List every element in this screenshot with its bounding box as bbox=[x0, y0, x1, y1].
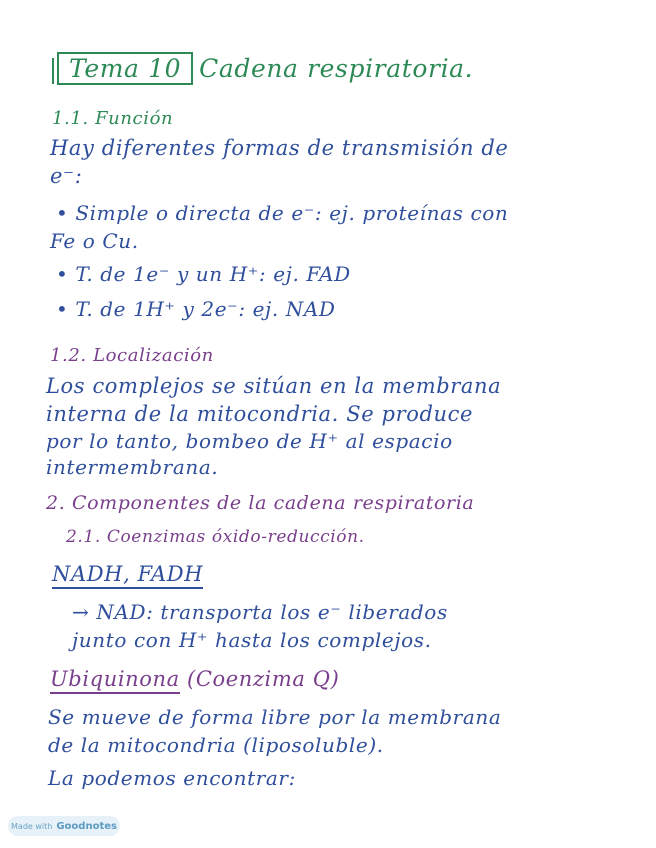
section-heading-funcion: 1.1. Función bbox=[52, 108, 174, 129]
title-bar-mark bbox=[52, 58, 54, 84]
text-line: de la mitocondria (liposoluble). bbox=[48, 733, 384, 757]
text-line: Los complejos se sitúan en la membrana bbox=[46, 374, 502, 398]
bullet-item: • T. de 1H⁺ y 2e⁻: ej. NAD bbox=[56, 297, 336, 321]
nadh-heading bbox=[52, 562, 203, 586]
goodnotes-badge bbox=[8, 816, 120, 836]
text-line: → NAD: transporta los e⁻ liberados bbox=[72, 600, 448, 624]
ubiquinona-heading-rest: (Coenzima Q) bbox=[179, 667, 340, 691]
text-line: e⁻: bbox=[50, 164, 83, 188]
text-line: Hay diferentes formas de transmisión de bbox=[50, 136, 509, 160]
nadh-heading-text: NADH, FADH bbox=[52, 562, 203, 589]
bullet-item: • Simple o directa de e⁻: ej. proteínas con bbox=[56, 201, 509, 225]
page-title bbox=[52, 52, 473, 85]
section-heading-componentes: 2. Componentes de la cadena respiratoria bbox=[46, 492, 475, 514]
title-text: Cadena respiratoria. bbox=[199, 54, 474, 83]
badge-prefix: Made with bbox=[11, 821, 53, 831]
text-line: junto con H⁺ hasta los complejos. bbox=[72, 628, 432, 652]
bullet-item: • T. de 1e⁻ y un H⁺: ej. FAD bbox=[56, 262, 351, 286]
topic-box: Tema 10 bbox=[57, 52, 193, 85]
text-line: Fe o Cu. bbox=[50, 229, 139, 253]
ubiquinona-heading bbox=[50, 667, 339, 691]
section-heading-localizacion: 1.2. Localización bbox=[50, 345, 214, 366]
text-line: Se mueve de forma libre por la membrana bbox=[48, 705, 502, 729]
text-line: por lo tanto, bombeo de H⁺ al espacio bbox=[46, 429, 453, 453]
subsection-heading-coenzimas: 2.1. Coenzimas óxido-reducción. bbox=[66, 527, 365, 547]
text-line: La podemos encontrar: bbox=[48, 766, 296, 790]
text-line: interna de la mitocondria. Se produce bbox=[46, 402, 474, 426]
ubiquinona-heading-text: Ubiquinona bbox=[50, 667, 180, 694]
text-line: intermembrana. bbox=[46, 455, 219, 479]
badge-brand: Goodnotes bbox=[56, 820, 117, 832]
